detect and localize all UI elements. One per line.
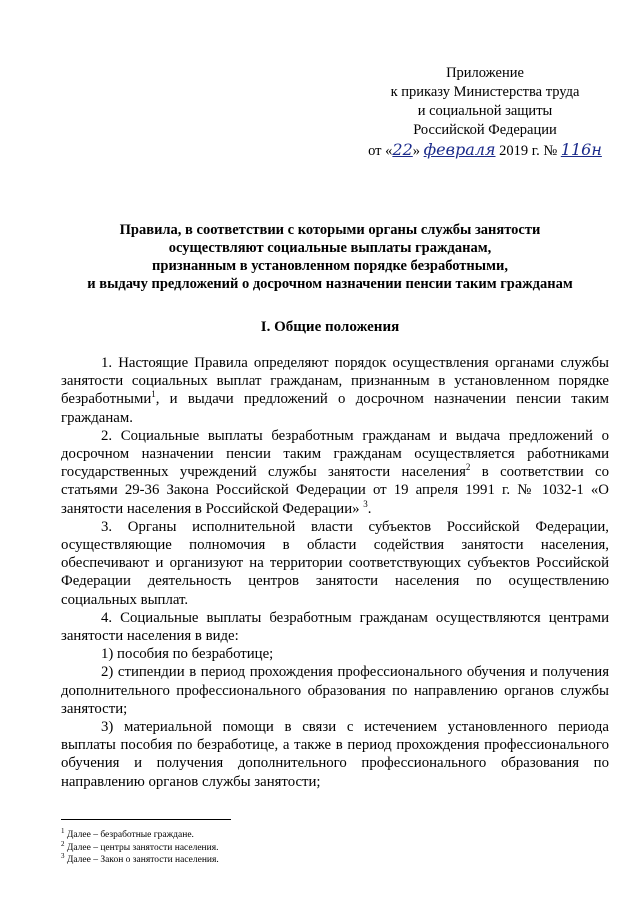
footnote-divider	[61, 819, 231, 820]
footnote-3: $^3$ Далее – Закон о занятости населения.	[61, 851, 219, 865]
handwritten-day: 22	[392, 140, 413, 159]
appendix-label: Приложение	[446, 65, 524, 81]
handwritten-month: февраля	[423, 140, 496, 159]
appendix-country: Российской Федерации	[413, 122, 557, 138]
list-item-1: 1) пособия по безработице;	[101, 646, 274, 663]
footnote-1: $^1$ Далее – безработные граждане.	[61, 826, 194, 840]
paragraph-1: 1. Настоящие Правила определяют порядок осуществления органами службы занятости социальных выплат гражданам, признанным в установленном порядке безработными$^1$, и выдачи предложений о досрочном назначении пенсии таким гражданам.	[61, 355, 609, 426]
footnote-mark-1: 1	[151, 389, 156, 400]
appendix-ministry: и социальной защиты	[417, 103, 553, 119]
list-item-2: 2) стипендии в период прохождения профессионального обучения и получения дополнительного профессионального образования по направлению органов службы занятости;	[61, 664, 609, 717]
section-heading: I. Общие положения	[260, 319, 400, 335]
footnote-2: $^2$ Далее – центры занятости населения.	[61, 839, 219, 853]
title-line-1: Правила, в соответствии с которыми органы службы занятости	[119, 222, 541, 238]
document-body	[61, 354, 609, 791]
footnote-mark-3: 3	[363, 498, 368, 509]
paragraph-2: 2. Социальные выплаты безработным гражданам и выдача предложений о досрочном назначении пенсии таким гражданам осуществляется работниками государственных учреждений службы занятости населения$^2$ в соответствии со статьями 29-36 Закона Российской Федерации от 19 апреля 1991 г. № 1032-1 «О занятости населения в Российской Федерации» $^3$.	[61, 427, 609, 517]
title-line-4: и выдачу предложений о досрочном назначении пенсии таким гражданам	[87, 276, 573, 292]
document-title	[40, 221, 620, 293]
paragraph-3: 3. Органы исполнительной власти субъектов Российской Федерации, осуществляющие полномочия в области содействия занятости населения, обеспечивают и организуют на территории соответствующих субъектов Российской Федерации деятельность центров занятости населения по осуществлению социальных выплат.	[61, 518, 609, 608]
handwritten-order-number: 116н	[560, 140, 602, 159]
footnotes	[61, 826, 461, 867]
title-line-3: признанным в установленном порядке безработными,	[152, 258, 508, 274]
appendix-header	[360, 64, 610, 161]
appendix-date-line: от «22» февраля 2019 г. № 116н	[368, 140, 602, 159]
list-item-3: 3) материальной помощи в связи с истечением установленного периода выплаты пособия по безработице, а также в период прохождения профессионального обучения и получения дополнительного профессионального образования по направлению органов службы занятости;	[61, 719, 609, 790]
title-line-2: осуществляют социальные выплаты гражданам,	[168, 240, 492, 256]
appendix-order-ref: к приказу Министерства труда	[390, 84, 580, 100]
paragraph-4: 4. Социальные выплаты безработным гражданам осуществляются центрами занятости населения в виде:	[61, 609, 609, 645]
footnote-mark-2: 2	[465, 462, 471, 473]
